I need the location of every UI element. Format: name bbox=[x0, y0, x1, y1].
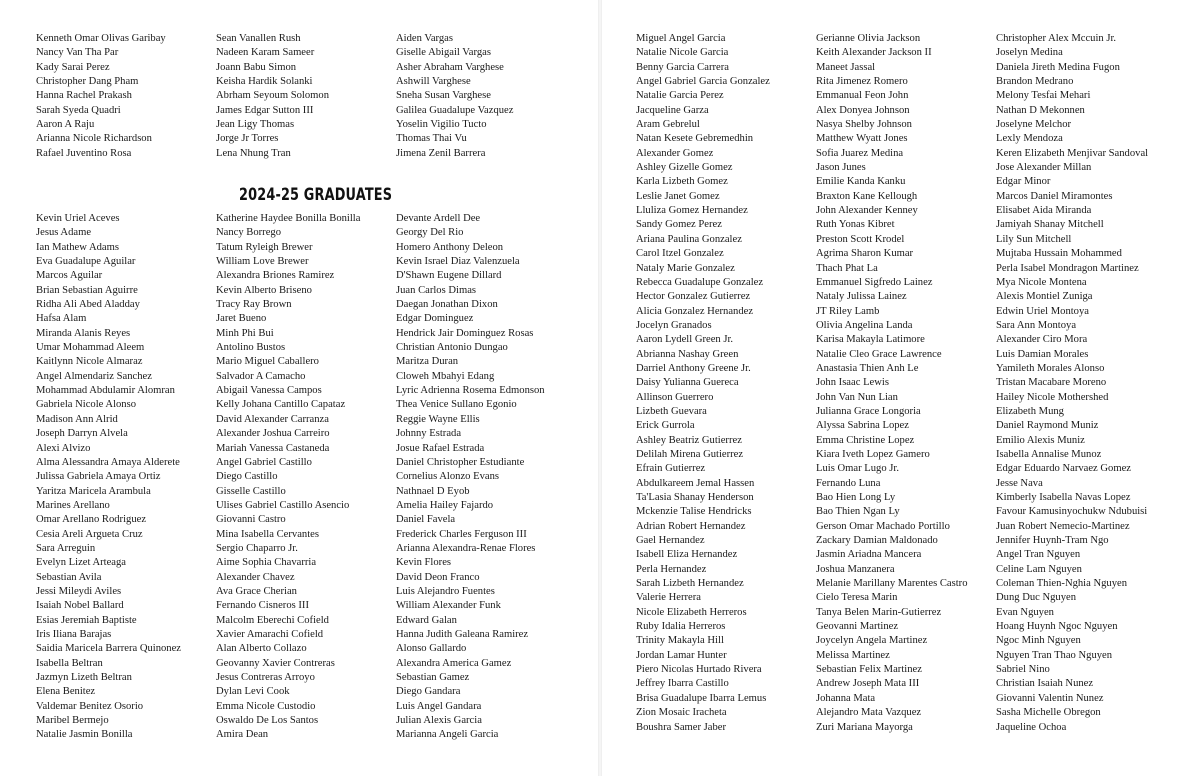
graduate-name: Lizbeth Guevara bbox=[636, 405, 707, 417]
graduate-name: Umar Mohammad Aleem bbox=[36, 342, 145, 354]
graduate-name: Mujtaba Hussain Mohammed bbox=[996, 248, 1122, 260]
graduate-name: Cloweh Mbahyi Edang bbox=[396, 370, 495, 382]
graduate-name: Benny Garcia Carrera bbox=[636, 61, 729, 73]
graduate-name: Sebastian Avila bbox=[36, 571, 102, 583]
graduate-name: Lyric Adrienna Rosema Edmonson bbox=[396, 385, 545, 397]
graduate-name: Ashwill Varghese bbox=[396, 76, 471, 88]
graduate-name: Luis Alejandro Fuentes bbox=[396, 585, 495, 597]
graduate-name: Yoselin Vigilio Tucto bbox=[396, 119, 487, 131]
graduate-name: Aram Gebrelul bbox=[636, 119, 700, 131]
graduate-name: Trinity Makayla Hill bbox=[636, 635, 724, 647]
graduate-name: Emmanual Feon John bbox=[816, 90, 909, 102]
graduate-name: Joshua Manzanera bbox=[816, 563, 895, 575]
graduate-name: Geovanny Xavier Contreras bbox=[216, 657, 335, 669]
graduate-name: Allinson Guerrero bbox=[636, 391, 714, 403]
graduate-name: Jesse Nava bbox=[996, 477, 1043, 489]
graduate-name: Melanie Marillany Marentes Castro bbox=[816, 578, 968, 590]
graduate-name: Brian Sebastian Aguirre bbox=[36, 284, 138, 296]
graduate-name: Piero Nicolas Hurtado Rivera bbox=[636, 664, 762, 676]
graduate-name: Isaiah Nobel Ballard bbox=[36, 600, 124, 612]
graduate-name: Eva Guadalupe Aguilar bbox=[36, 256, 136, 268]
graduate-name: Katherine Haydee Bonilla Bonilla bbox=[216, 213, 361, 224]
graduate-name: Jeffrey Ibarra Castillo bbox=[636, 678, 729, 690]
graduate-name: Nathan D Mekonnen bbox=[996, 104, 1085, 116]
graduate-name: Esias Jeremiah Baptiste bbox=[36, 614, 137, 626]
graduate-name: Yaritza Maricela Arambula bbox=[36, 485, 151, 497]
graduate-name: Elisabet Aida Miranda bbox=[996, 205, 1092, 217]
graduate-name: Sarah Lizbeth Hernandez bbox=[636, 578, 744, 590]
graduate-name: Tatum Ryleigh Brewer bbox=[216, 241, 313, 253]
graduate-name: Thea Venice Sullano Egonio bbox=[396, 399, 517, 411]
graduate-name: Nathnael D Eyob bbox=[396, 485, 470, 497]
graduate-name: Xavier Amarachi Cofield bbox=[216, 628, 324, 640]
graduate-name: Bao Thien Ngan Ly bbox=[816, 506, 900, 518]
graduate-name: Carol Itzel Gonzalez bbox=[636, 248, 724, 260]
graduate-name: Jordan Lamar Hunter bbox=[636, 649, 727, 661]
graduate-name: Fernando Cisneros III bbox=[216, 600, 309, 612]
graduate-name: Daniel Christopher Estudiante bbox=[396, 456, 525, 468]
graduate-name: Jennifer Huynh-Tram Ngo bbox=[996, 535, 1109, 547]
graduate-name: Mario Miguel Caballero bbox=[216, 356, 319, 368]
graduate-name: Natan Kesete Gebremedhin bbox=[636, 133, 754, 145]
graduate-name: Aaron Lydell Green Jr. bbox=[636, 334, 734, 346]
graduate-name: Celine Lam Nguyen bbox=[996, 563, 1082, 575]
graduate-name: Bao Hien Long Ly bbox=[816, 492, 896, 503]
graduate-name: Ruby Idalia Herreros bbox=[636, 621, 726, 633]
graduate-name: Natalie Jasmin Bonilla bbox=[36, 729, 133, 741]
graduate-name: Marianna Angeli Garcia bbox=[396, 729, 499, 741]
graduate-name: Sara Arreguin bbox=[36, 542, 96, 554]
graduate-name: Keith Alexander Jackson II bbox=[816, 47, 932, 59]
graduate-name: Ta'Lasia Shanay Henderson bbox=[636, 492, 754, 503]
graduate-name: Jimena Zenil Barrera bbox=[396, 147, 486, 159]
graduate-name: Aime Sophia Chavarria bbox=[216, 557, 317, 569]
graduate-name: Jacqueline Garza bbox=[636, 104, 709, 116]
graduate-name: Alyssa Sabrina Lopez bbox=[816, 420, 909, 432]
graduate-name: Evan Nguyen bbox=[996, 606, 1054, 618]
graduate-name: Ruth Yonas Kibret bbox=[816, 219, 895, 231]
graduate-name: Thomas Thai Vu bbox=[396, 133, 467, 145]
graduate-name: William Alexander Funk bbox=[396, 600, 501, 612]
graduate-name: Kelly Johana Cantillo Capataz bbox=[216, 399, 346, 411]
graduate-name: Sabriel Nino bbox=[996, 664, 1050, 676]
graduate-name: Kenneth Omar Olivas Garibay bbox=[36, 33, 166, 44]
graduate-name: Joselyne Melchor bbox=[996, 119, 1072, 131]
graduate-name: Gerson Omar Machado Portillo bbox=[816, 520, 950, 532]
graduate-name: Jean Ligy Thomas bbox=[216, 119, 295, 131]
graduate-name: Geovanni Martinez bbox=[816, 621, 899, 633]
graduate-name: Sasha Michelle Obregon bbox=[996, 707, 1101, 719]
graduate-name: Jazmyn Lizeth Beltran bbox=[36, 672, 132, 683]
graduate-name: Valerie Herrera bbox=[636, 592, 701, 604]
graduate-name: Julianna Grace Longoria bbox=[816, 405, 921, 417]
graduate-name: Cesia Areli Argueta Cruz bbox=[36, 528, 143, 540]
graduate-name: Daniel Favela bbox=[396, 514, 456, 526]
graduate-name: Kimberly Isabella Navas Lopez bbox=[996, 492, 1131, 503]
graduate-name: John Isaac Lewis bbox=[816, 377, 889, 389]
graduate-name: Alexis Montiel Zuniga bbox=[996, 291, 1093, 303]
graduate-name: Alicia Gonzalez Hernandez bbox=[636, 305, 754, 317]
graduate-name: Leslie Janet Gomez bbox=[636, 190, 720, 202]
graduate-name: Rafael Juventino Rosa bbox=[36, 147, 132, 159]
graduate-name: Sebastian Gamez bbox=[396, 672, 470, 683]
graduate-name: James Edgar Sutton III bbox=[216, 104, 314, 116]
graduate-name: Edwin Uriel Montoya bbox=[996, 305, 1089, 317]
graduate-name: Georgy Del Rio bbox=[396, 227, 464, 239]
graduate-name: Lexly Mendoza bbox=[996, 133, 1063, 145]
graduate-name: Giovanni Castro bbox=[216, 514, 286, 526]
graduate-name: Maneet Jassal bbox=[816, 61, 876, 73]
graduate-name: Joseph Darryn Alvela bbox=[36, 428, 128, 440]
graduate-name: Erick Gurrola bbox=[636, 420, 695, 432]
graduate-name: Edgar Dominguez bbox=[396, 313, 474, 325]
graduate-name: Alejandro Mata Vazquez bbox=[816, 707, 922, 719]
graduate-name: Alexander Chavez bbox=[216, 571, 295, 583]
graduate-name: Keisha Hardik Solanki bbox=[216, 76, 313, 88]
graduate-name: Josue Rafael Estrada bbox=[396, 442, 485, 454]
section-heading: 2024-25 GRADUATES bbox=[239, 185, 393, 204]
graduate-name: Emilie Kanda Kanku bbox=[816, 176, 906, 188]
graduate-name: Joann Babu Simon bbox=[216, 61, 297, 73]
graduate-name: Angel Almendariz Sanchez bbox=[36, 370, 152, 382]
graduate-name: Gael Hernandez bbox=[636, 535, 705, 547]
graduate-name: Melissa Martinez bbox=[816, 649, 890, 661]
graduate-name: Omar Arellano Rodriguez bbox=[36, 514, 147, 526]
graduate-name: Daisy Yulianna Guereca bbox=[636, 377, 739, 389]
graduate-name: Giovanni Valentin Nunez bbox=[996, 692, 1104, 704]
graduate-name: Ava Grace Cherian bbox=[216, 585, 297, 597]
graduate-name: Reggie Wayne Ellis bbox=[396, 413, 480, 425]
graduate-name: Marcos Aguilar bbox=[36, 270, 103, 282]
graduate-name: Julian Alexis Garcia bbox=[396, 715, 482, 727]
graduate-name: Tanya Belen Marin-Gutierrez bbox=[816, 606, 942, 618]
graduate-name: Abigail Vanessa Campos bbox=[216, 385, 322, 397]
graduate-name: Isabell Eliza Hernandez bbox=[636, 549, 738, 561]
top-name-column-2 bbox=[216, 32, 329, 161]
graduate-name: Jesus Adame bbox=[36, 227, 92, 239]
graduate-name: Abrianna Nashay Green bbox=[636, 348, 739, 360]
graduate-name: Luis Omar Lugo Jr. bbox=[816, 463, 899, 475]
graduate-name: Karisa Makayla Latimore bbox=[816, 334, 925, 346]
graduate-name: Nguyen Tran Thao Nguyen bbox=[996, 649, 1113, 661]
graduate-name: Sean Vanallen Rush bbox=[216, 33, 301, 44]
graduate-name: Devante Ardell Dee bbox=[396, 213, 481, 224]
graduate-name: Johanna Mata bbox=[816, 692, 876, 704]
graduate-name: Jocelyn Granados bbox=[636, 319, 712, 331]
graduate-name: Minh Phi Bui bbox=[216, 327, 274, 339]
graduate-name: Natalie Nicole Garcia bbox=[636, 47, 729, 59]
graduate-name: Alexander Joshua Carreiro bbox=[216, 428, 330, 440]
graduate-name: Maribel Bermejo bbox=[36, 715, 109, 727]
graduate-name: Jaqueline Ochoa bbox=[996, 721, 1067, 733]
graduate-name: Keren Elizabeth Menjivar Sandoval bbox=[996, 147, 1149, 159]
graduate-name: Matthew Wyatt Jones bbox=[816, 133, 908, 145]
graduate-name: Isabella Beltran bbox=[36, 657, 103, 669]
graduate-name: Nadeen Karam Sameer bbox=[216, 47, 315, 59]
graduate-name: Kevin Alberto Briseno bbox=[216, 284, 312, 296]
graduate-name: Coleman Thien-Nghia Nguyen bbox=[996, 578, 1128, 590]
graduate-name: Lily Sun Mitchell bbox=[996, 233, 1072, 245]
graduate-name: Jamiyah Shanay Mitchell bbox=[996, 219, 1104, 231]
graduate-name: Mckenzie Talise Hendricks bbox=[636, 506, 752, 518]
graduate-name: Elena Benitez bbox=[36, 686, 96, 698]
graduate-name: D'Shawn Eugene Dillard bbox=[396, 270, 502, 282]
graduate-name: Luis Angel Gandara bbox=[396, 700, 482, 712]
graduate-name: Giselle Abigail Vargas bbox=[396, 47, 491, 59]
graduate-name: Sara Ann Montoya bbox=[996, 319, 1077, 331]
graduate-name: Arianna Alexandra-Renae Flores bbox=[396, 542, 536, 554]
graduate-name: Marcos Daniel Miramontes bbox=[996, 190, 1113, 202]
graduate-name: JT Riley Lamb bbox=[816, 305, 880, 317]
graduate-name: Joselyn Medina bbox=[996, 47, 1063, 59]
graduate-name: Agrima Sharon Kumar bbox=[816, 248, 914, 260]
graduate-name: Christian Isaiah Nunez bbox=[996, 678, 1094, 690]
graduates-column-2 bbox=[216, 212, 360, 743]
graduate-name: Angel Tran Nguyen bbox=[996, 549, 1081, 561]
graduates-column-1 bbox=[36, 212, 181, 743]
graduate-name: Kiara Iveth Lopez Gamero bbox=[816, 448, 930, 460]
graduate-name: Nancy Borrego bbox=[216, 227, 282, 239]
graduate-name: Natalie Garcia Perez bbox=[636, 90, 724, 102]
graduate-name: Olivia Angelina Landa bbox=[816, 319, 913, 331]
graduate-name: Jorge Jr Torres bbox=[216, 133, 279, 145]
graduate-name: Christopher Dang Pham bbox=[36, 76, 139, 88]
graduate-name: Preston Scott Krodel bbox=[816, 233, 905, 245]
graduates-column-5 bbox=[816, 32, 968, 735]
graduate-name: Nasya Shelby Johnson bbox=[816, 119, 912, 131]
graduate-name: Ulises Gabriel Castillo Asencio bbox=[216, 499, 350, 511]
graduate-name: Sandy Gomez Perez bbox=[636, 219, 722, 231]
graduate-name: Alan Alberto Collazo bbox=[216, 643, 307, 655]
graduate-name: Yamileth Morales Alonso bbox=[996, 362, 1105, 374]
graduate-name: Alexander Gomez bbox=[636, 147, 714, 159]
graduate-name: Darriel Anthony Greene Jr. bbox=[636, 362, 751, 374]
graduate-name: Abdulkareem Jemal Hassen bbox=[636, 477, 755, 489]
graduate-name: David Deon Franco bbox=[396, 571, 480, 583]
graduate-name: Kady Sarai Perez bbox=[36, 61, 110, 73]
graduate-name: Jesus Contreras Arroyo bbox=[216, 672, 315, 683]
top-name-column-1 bbox=[36, 32, 166, 161]
graduate-name: Zuri Mariana Mayorga bbox=[816, 721, 913, 733]
page-gutter bbox=[598, 0, 602, 776]
graduate-name: Mariah Vanessa Castaneda bbox=[216, 442, 330, 454]
graduate-name: Favour Kamusinyochukw Ndubuisi bbox=[996, 506, 1148, 518]
graduate-name: Hanna Rachel Prakash bbox=[36, 90, 132, 102]
graduate-name: Alex Donyea Johnson bbox=[816, 104, 910, 116]
graduates-column-6 bbox=[996, 32, 1148, 735]
graduate-name: Hendrick Jair Dominguez Rosas bbox=[396, 327, 534, 339]
graduate-name: Christopher Alex Mccuin Jr. bbox=[996, 33, 1117, 44]
graduate-name: Hector Gonzalez Gutierrez bbox=[636, 291, 751, 303]
graduate-name: Alexi Alvizo bbox=[36, 442, 91, 454]
graduate-name: David Alexander Carranza bbox=[216, 413, 329, 425]
graduate-name: Kaitlynn Nicole Almaraz bbox=[36, 356, 143, 368]
graduate-name: Natalie Cleo Grace Lawrence bbox=[816, 348, 942, 360]
graduate-name: Brandon Medrano bbox=[996, 76, 1074, 88]
graduate-name: Jasmin Ariadna Mancera bbox=[816, 549, 922, 561]
graduate-name: Ngoc Minh Nguyen bbox=[996, 635, 1081, 647]
graduate-name: Nancy Van Tha Par bbox=[36, 47, 119, 59]
graduate-name: Angel Gabriel Castillo bbox=[216, 456, 312, 468]
graduate-name: Hailey Nicole Mothershed bbox=[996, 391, 1109, 403]
graduate-name: Alexandra America Gamez bbox=[396, 657, 512, 669]
graduates-column-4 bbox=[636, 32, 770, 735]
graduate-name: Lluliza Gomez Hernandez bbox=[636, 205, 748, 217]
graduate-name: Julissa Gabriela Amaya Ortiz bbox=[36, 471, 161, 483]
graduate-name: Homero Anthony Deleon bbox=[396, 241, 504, 253]
graduate-name: Sofia Juarez Medina bbox=[816, 147, 904, 159]
graduate-name: Gerianne Olivia Jackson bbox=[816, 33, 921, 44]
graduate-name: Mya Nicole Montena bbox=[996, 276, 1087, 288]
graduate-name: Nicole Elizabeth Herreros bbox=[636, 606, 747, 618]
graduate-name: Anastasia Thien Anh Le bbox=[816, 362, 919, 374]
graduate-name: Braxton Kane Kellough bbox=[816, 190, 918, 202]
graduate-name: Brisa Guadalupe Ibarra Lemus bbox=[636, 692, 767, 704]
graduate-name: Tracy Ray Brown bbox=[216, 299, 292, 311]
graduate-name: Iris Iliana Barajas bbox=[36, 628, 112, 640]
graduates-column-3 bbox=[396, 212, 545, 743]
graduate-name: Jaret Bueno bbox=[216, 313, 267, 325]
graduate-name: Joycelyn Angela Martinez bbox=[816, 635, 928, 647]
graduate-name: Elizabeth Mung bbox=[996, 405, 1064, 417]
graduate-name: Cornelius Alonzo Evans bbox=[396, 471, 499, 483]
graduate-name: Rebecca Guadalupe Gonzalez bbox=[636, 276, 764, 288]
graduate-name: Dylan Levi Cook bbox=[216, 686, 290, 698]
graduate-name: Saidia Maricela Barrera Quinonez bbox=[36, 643, 182, 655]
graduate-name: Marines Arellano bbox=[36, 499, 110, 511]
graduate-name: Perla Hernandez bbox=[636, 563, 707, 575]
graduate-name: Fernando Luna bbox=[816, 477, 881, 489]
graduate-name: Cielo Teresa Marin bbox=[816, 592, 898, 604]
graduate-name: Alma Alessandra Amaya Alderete bbox=[36, 456, 180, 468]
graduate-name: Abrham Seyoum Solomon bbox=[216, 90, 329, 102]
graduate-name: Sebastian Felix Martinez bbox=[816, 664, 922, 676]
graduate-name: Galilea Guadalupe Vazquez bbox=[396, 104, 514, 116]
graduate-name: Kevin Uriel Aceves bbox=[36, 213, 120, 224]
graduate-name: Mina Isabella Cervantes bbox=[216, 528, 319, 540]
graduate-name: Jose Alexander Millan bbox=[996, 162, 1092, 174]
graduate-name: Juan Robert Nemecio-Martinez bbox=[996, 520, 1130, 532]
graduate-name: Adrian Robert Hernandez bbox=[636, 520, 746, 532]
graduate-name: John Van Nun Lian bbox=[816, 391, 898, 403]
graduate-name: Daegan Jonathan Dixon bbox=[396, 299, 498, 311]
graduate-name: Diego Gandara bbox=[396, 686, 461, 698]
graduate-name: Oswaldo De Los Santos bbox=[216, 715, 319, 727]
graduate-name: Alexander Ciro Mora bbox=[996, 334, 1088, 346]
graduate-name: John Alexander Kenney bbox=[816, 205, 918, 217]
graduate-name: Emma Nicole Custodio bbox=[216, 700, 316, 712]
graduate-name: Melony Tesfai Mehari bbox=[996, 90, 1091, 102]
graduate-name: Thach Phat La bbox=[816, 262, 878, 274]
graduate-name: Nataly Julissa Lainez bbox=[816, 291, 907, 303]
graduate-name: Edgar Eduardo Narvaez Gomez bbox=[996, 463, 1132, 475]
graduate-name: Ian Mathew Adams bbox=[36, 241, 119, 253]
graduate-name: Maritza Duran bbox=[396, 356, 459, 368]
graduate-name: Asher Abraham Varghese bbox=[396, 61, 504, 73]
graduate-name: Perla Isabel Mondragon Martinez bbox=[996, 262, 1139, 274]
graduate-name: Hanna Judith Galeana Ramirez bbox=[396, 628, 529, 640]
graduate-name: Luis Damian Morales bbox=[996, 348, 1089, 360]
graduate-name: Diego Castillo bbox=[216, 471, 278, 483]
graduate-name: Frederick Charles Ferguson III bbox=[396, 528, 527, 540]
graduate-name: Andrew Joseph Mata III bbox=[816, 678, 920, 690]
graduate-name: Jason Junes bbox=[816, 162, 866, 174]
graduate-name: Rita Jimenez Romero bbox=[816, 76, 908, 88]
graduate-name: Sneha Susan Varghese bbox=[396, 90, 491, 102]
graduate-name: Jessi Mileydi Aviles bbox=[36, 585, 122, 597]
graduate-name: Aaron A Raju bbox=[36, 119, 95, 131]
graduate-name: Boushra Samer Jaber bbox=[636, 721, 727, 733]
graduate-name: Dung Duc Nguyen bbox=[996, 592, 1077, 604]
graduate-name: Efrain Gutierrez bbox=[636, 463, 706, 475]
graduate-name: Emma Christine Lopez bbox=[816, 434, 915, 446]
graduate-name: Ashley Gizelle Gomez bbox=[636, 162, 733, 174]
graduate-name: Emilio Alexis Muniz bbox=[996, 434, 1085, 446]
graduate-name: Mohammad Abdulamir Alomran bbox=[36, 385, 175, 397]
graduate-name: Madison Ann Alrid bbox=[36, 413, 118, 425]
graduate-name: Delilah Mirena Gutierrez bbox=[636, 448, 744, 460]
graduate-name: Nataly Marie Gonzalez bbox=[636, 262, 735, 274]
graduate-name: Angel Gabriel Garcia Gonzalez bbox=[636, 76, 770, 88]
graduate-name: Aiden Vargas bbox=[396, 33, 453, 44]
graduate-name: Tristan Macabare Moreno bbox=[996, 377, 1107, 389]
graduate-name: Amelia Hailey Fajardo bbox=[396, 499, 494, 511]
graduate-name: William Love Brewer bbox=[216, 256, 309, 268]
graduate-name: Daniel Raymond Muniz bbox=[996, 420, 1099, 432]
graduate-name: Kevin Flores bbox=[396, 557, 452, 569]
graduate-name: Johnny Estrada bbox=[396, 428, 462, 440]
graduate-name: Ariana Paulina Gonzalez bbox=[636, 233, 742, 245]
graduate-name: Gisselle Castillo bbox=[216, 485, 286, 497]
graduate-name: Sergio Chaparro Jr. bbox=[216, 542, 298, 554]
graduate-name: Kevin Israel Diaz Valenzuela bbox=[396, 256, 520, 268]
graduate-name: Salvador A Camacho bbox=[216, 370, 306, 382]
graduate-name: Amira Dean bbox=[216, 729, 269, 741]
graduate-name: Christian Antonio Dungao bbox=[396, 342, 508, 354]
graduate-name: Lena Nhung Tran bbox=[216, 147, 291, 159]
top-name-column-3 bbox=[396, 32, 513, 161]
graduate-name: Zion Mosaic Iracheta bbox=[636, 707, 727, 719]
graduate-name: Gabriela Nicole Alonso bbox=[36, 399, 137, 411]
graduate-name: Valdemar Benitez Osorio bbox=[36, 700, 144, 712]
graduate-name: Antolino Bustos bbox=[216, 342, 286, 354]
graduate-name: Edgar Minor bbox=[996, 176, 1051, 188]
graduate-name: Miguel Angel Garcia bbox=[636, 33, 726, 44]
graduate-name: Isabella Annalise Munoz bbox=[996, 448, 1102, 460]
graduate-name: Hoang Huynh Ngoc Nguyen bbox=[996, 621, 1118, 633]
graduate-name: Edward Galan bbox=[396, 614, 457, 626]
graduate-name: Zackary Damian Maldonado bbox=[816, 535, 938, 547]
graduate-name: Karla Lizbeth Gomez bbox=[636, 176, 728, 188]
graduate-name: Arianna Nicole Richardson bbox=[36, 133, 152, 145]
graduate-name: Emmanuel Sigfredo Lainez bbox=[816, 276, 933, 288]
graduate-name: Evelyn Lizet Arteaga bbox=[36, 557, 127, 569]
graduate-name: Hafsa Alam bbox=[36, 313, 87, 325]
graduate-name: Ashley Beatriz Gutierrez bbox=[636, 434, 742, 446]
graduate-name: Alexandra Briones Ramirez bbox=[216, 270, 335, 282]
graduate-name: Juan Carlos Dimas bbox=[396, 284, 477, 296]
graduate-name: Malcolm Eberechi Cofield bbox=[216, 614, 329, 626]
graduate-name: Ridha Ali Abed Aladday bbox=[36, 299, 140, 311]
graduate-name: Miranda Alanis Reyes bbox=[36, 327, 131, 339]
graduate-name: Sarah Syeda Quadri bbox=[36, 104, 121, 116]
graduate-name: Daniela Jireth Medina Fugon bbox=[996, 61, 1120, 73]
graduate-name: Alonso Gallardo bbox=[396, 643, 467, 655]
